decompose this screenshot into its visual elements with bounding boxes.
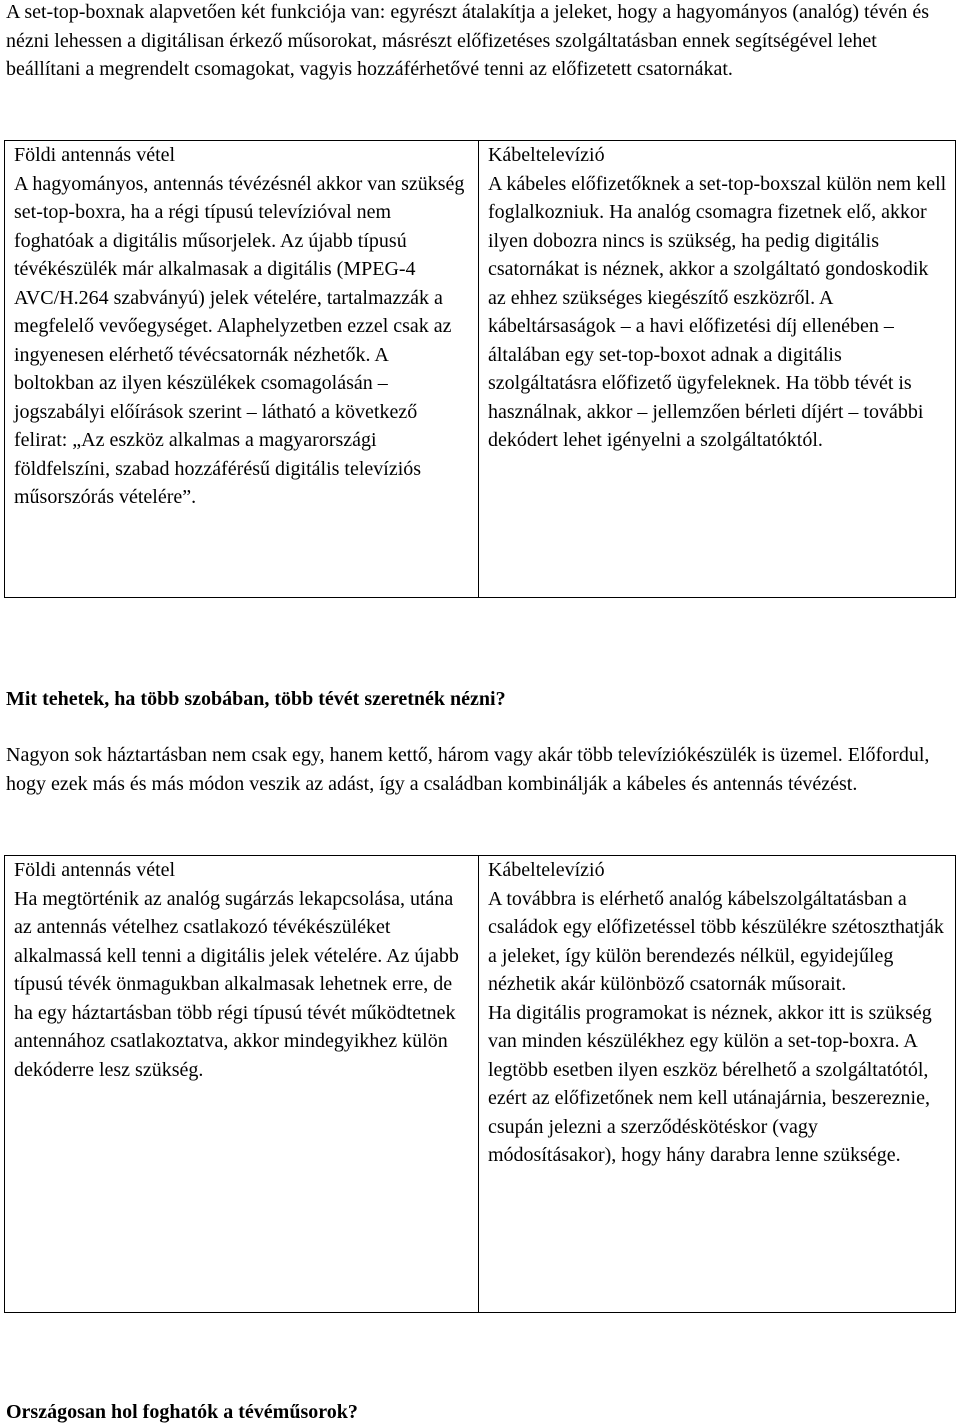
table-row	[5, 141, 956, 598]
terrestrial-antenna-cell	[5, 856, 479, 1313]
cable-tv-cell	[478, 856, 955, 1313]
intro-paragraph: A set-top-boxnak alapvetően két funkciója van: egyrészt átalakítja a jeleket, hogy a hagyományos (analóg) tévén és nézni lehessen a digitálisan érkező műsorokat, másrészt előfizetéses szolgáltatásban ennek segítségével lehet beállítani a megrendelt csomagokat, vagyis hozzáférhetővé tenni az előfizetett csatornákat.	[6, 1, 929, 80]
comparison-table-set-top-box	[4, 140, 956, 598]
table-row	[5, 856, 956, 1313]
multiple-tvs-paragraph: Nagyon sok háztartásban nem csak egy, hanem kettő, három vagy akár több televíziókészülék is üzemel. Előfordul, hogy ezek más és más módon veszik az adást, így a családban kombinálják a kábeles és antennás tévézést.	[6, 744, 930, 795]
cable-tv-text: A kábeles előfizetőknek a set-top-boxszal külön nem kell foglalkozniuk. Ha analóg csomagra fizetnek elő, akkor ilyen dobozra nincs is szükség, ha pedig digitális csatornákat is néznek, akkor a szolgáltató gondoskodik az ehhez szükséges kiegészítő eszközről. A kábeltársaságok – a havi előfizetési díj ellenében – általában egy set-top-boxot adnak a digitális szolgáltatásra előfizető ügyfeleknek. Ha több tévét is használnak, akkor – jellemzően bérleti díjért – további dekódert lehet igényelni a szolgáltatóktól.	[487, 172, 947, 451]
terrestrial-antenna-text: Ha megtörténik az analóg sugárzás lekapcsolása, utána az antennás vételhez csatlakozó tévékészüléket alkalmassá kell tenni a digitális jelek vételére. Az újabb típusú tévék önmagukban alkalmasak lehetnek erre, de ha egy háztartásban több régi típusú tévét működtetnek antennához csatlakoztatva, akkor mindegyikhez külön dekóderre lesz szükség.	[14, 887, 459, 1081]
cable-tv-cell	[478, 141, 955, 598]
cable-tv-analog-text: A továbbra is elérhető analóg kábelszolgáltatásban a családok egy előfizetéssel több készülékre szétoszthatják a jeleket, így külön berendezés nélkül, egyidejűleg nézhetik akár különböző csatornák műsorait.	[487, 887, 944, 995]
cable-tv-digital-text: Ha digitális programokat is néznek, akkor itt is szükség van minden készülékhez egy külön a set-top-boxra. A legtöbb esetben ilyen eszköz bérelhető a szolgáltatótól, ezért az előfizetőnek nem kell utánajárnia, beszereznie, csupán jelezni a szerződéskötéskor (vagy módosításakor), hogy hány darabra lenne szüksége.	[487, 1001, 932, 1166]
terrestrial-antenna-heading: Földi antennás vétel	[14, 144, 176, 166]
terrestrial-antenna-heading: Földi antennás vétel	[14, 859, 176, 881]
comparison-table-multiple-tvs	[4, 855, 956, 1313]
cable-tv-heading: Kábeltelevízió	[487, 144, 605, 166]
question-heading-multiple-tvs: Mit tehetek, ha több szobában, több tévét szeretnék nézni?	[6, 688, 506, 710]
question-heading-nationwide-reception: Országosan hol foghatók a tévéműsorok?	[6, 1401, 358, 1423]
terrestrial-antenna-text: A hagyományos, antennás tévézésnél akkor van szükség set-top-boxra, ha a régi típusú televízióval nem foghatóak a digitális műsorjelek. Az újabb típusú tévékészülék már alkalmasak a digitális (MPEG-4 AVC/H.264 szabványú) jelek vételére, tartalmazzák a megfelelő vevőegységet. Alaphelyzetben ezzel csak az ingyenesen elérhető tévécsatornák nézhetők. A boltokban az ilyen készülékek csomagolásán – jogszabályi előírások szerint – látható a következő felirat: „Az eszköz alkalmas a magyarországi földfelszíni, szabad hozzáférésű digitális televíziós műsorszórás vételére”.	[14, 172, 465, 508]
terrestrial-antenna-cell	[5, 141, 479, 598]
cable-tv-heading: Kábeltelevízió	[487, 859, 605, 881]
